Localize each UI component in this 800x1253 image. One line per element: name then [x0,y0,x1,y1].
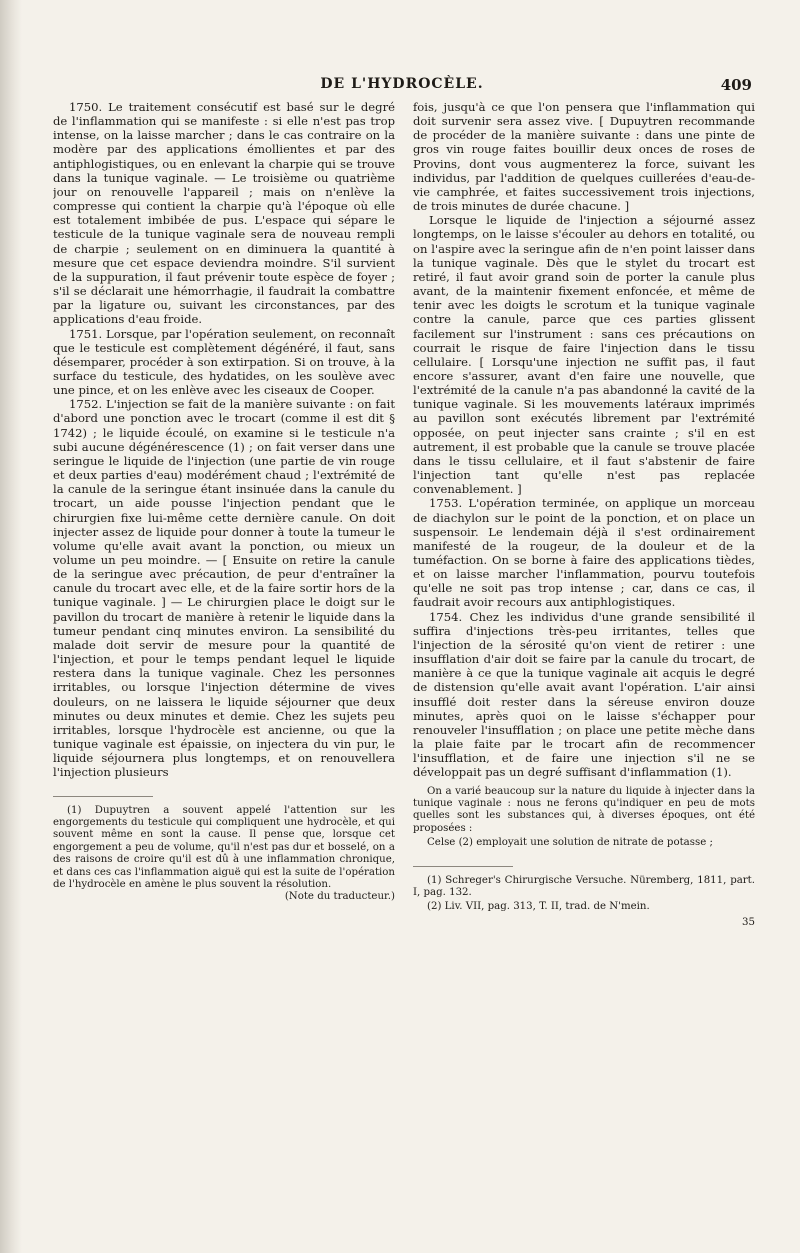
paragraph-1754: 1754. Chez les individus d'une grande sensibilité il suffira d'injections très-peu irritantes, telles que l'injection de la sérosité qu'on vient de retirer : une insufflation d'air doit se faire par la canule du trocart, de manière à ce que la tunique vaginale ait acquis le degré de distension qu'elle avait avant l'opération. L'air ainsi insufflé doit rester dans la séreuse environ douze minutes, après quoi on le laisse s'échapper pour renouveler l'insufflation ; on place une petite mèche dans la plaie faite par le trocart afin de recommencer l'insufflation, et de faire une injection s'il ne se développait pas un degré suffisant d'inflammation (1). [413,609,755,780]
scan-edge-shadow [0,0,22,1253]
note-liquids-intro: On a varié beaucoup sur la nature du liquide à injecter dans la tunique vaginale : nous ne ferons qu'indiquer en peu de mots quelles sont les substances qui, à diverses époques, ont été proposées : [413,785,755,834]
translator-note: (Note du traducteur.) [284,891,395,903]
page-header [52,76,752,98]
footnote-schreger: (1) Schreger's Chirurgische Versuche. Nüremberg, 1811, part. I, pag. 132. [413,874,755,898]
footnote-dupuytren [53,805,395,904]
footnote-text: (1) Dupuytren a souvent appelé l'attention sur les engorgements du testicule qui compliquent une hydrocèle, et qui souvent même en sont la cause. Il pense que, lorsque cet engorgement a peu de volume, qu'il n'est pas dur et bosselé, on a des raisons de croire qu'il est dû à une inflammation chronique, et dans ces cas l'inflammation aiguë qui est la suite de l'opération de l'hydrocèle en amène le plus souvent la résolution. [53,804,395,890]
right-column [413,100,755,1220]
paragraph-injection-drain: Lorsque le liquide de l'injection a séjourné assez longtemps, on le laisse s'écouler au dehors en totalité, ou on l'aspire avec la seringue afin de n'en point laisser dans la tunique vaginale. Dès que le stylet du trocart est retiré, il faut avoir grand soin de porter la canule plus avant, de la maintenir fixement enfoncée, et même de tenir avec les doigts le scrotum et la tunique vaginale contre la canule, parce que ces parties glissent facilement sur l'instrument : sans ces précautions on courrait le risque de faire l'injection dans le tissu cellulaire. [ Lorsqu'une injection ne suffit pas, il faut encore s'assurer, avant d'en faire une nouvelle, que l'extrémité de la canule n'a pas abandonné la cavité de la tunique vaginale. Si les mouvements latéraux imprimés au pavillon sont exécutés librement par l'extrémité opposée, on peut injecter sans crainte ; s'il en est autrement, il est probable que la canule se trouve placée dans le tissu cellulaire, et il faut s'abstenir de faire l'injection tant qu'elle n'est pas replacée convenablement. ] [413,213,755,497]
paragraph-1753: 1753. L'opération terminée, on applique un morceau de diachylon sur le point de la ponction, et on place un suspensoir. Le lendemain déjà il s'est ordinairement manifesté de la rougeur, de la douleur et de la tuméfaction. On se borne à faire des applications tièdes, et on laisse marcher l'inflammation, pourvu toutefois qu'elle ne soit pas trop intense ; car, dans ce cas, il faudrait avoir recours aux antiphlogistiques. [413,496,755,610]
paragraph-1750: 1750. Le traitement consécutif est basé sur le degré de l'inflammation qui se manifeste : si elle n'est pas trop intense, on la laisse marcher ; dans le cas contraire on la modère par des applications émollientes et par des antiphlogistiques, ou en enlevant la charpie qui se trouve dans la tunique vaginale. — Le troisième ou quatrième jour on renouvelle l'appareil ; mais on n'enlève la compresse qui contient la charpie qu'à l'époque où elle est totalement imbibée de pus. L'espace qui sépare le testicule de la tunique vaginale sera de nouveau rempli de charpie ; seulement on en diminuera la quantité à mesure que cet espace deviendra moindre. S'il survient de la suppuration, il faut prévenir toute espèce de foyer ; s'il se déclarait une hémorrhagie, il faudrait la combattre par la ligature ou, suivant les circonstances, par des applications d'eau froide. [53,100,395,327]
left-column [53,100,395,1220]
paragraph-1751: 1751. Lorsque, par l'opération seulement, on reconnaît que le testicule est complètement dégénéré, il faut, sans désemparer, procéder à son extirpation. Si on trouve, à la surface du testicule, des hydatides, on les soulève avec une pince, et on les enlève avec les ciseaux de Cooper. [53,326,395,398]
footnote-celse-ref: (2) Liv. VII, pag. 313, T. II, trad. de N'mein. [427,901,650,913]
footnote-divider-right [413,866,513,867]
note-celse: Celse (2) employait une solution de nitrate de potasse ; [427,837,713,849]
paragraph-continued: fois, jusqu'à ce que l'on pensera que l'inflammation qui doit survenir sera assez vive. [ Dupuytren recommande de procéder de la manière suivante : dans une pinte de gros vin rouge faites bouillir deux onces de roses de Provins, dont vous augmenterez la force, suivant les individus, par l'addition de quelques cuillerées d'eau-de-vie camphrée, et faites successivement trois injections, de trois minutes de durée chacune. ] [413,100,755,214]
signature-mark: 35 [742,916,755,928]
footnote-divider [53,796,153,797]
paragraph-1752: 1752. L'injection se fait de la manière suivante : on fait d'abord une ponction avec le trocart (comme il est dit § 1742) ; le liquide écoulé, on examine si le testicule n'a subi aucune dégénérescence (1) ; on fait verser dans une seringue le liquide de l'injection (une partie de vin rouge et deux parties d'eau) modérément chaud ; l'extrémité de la canule de la seringue étant insinuée dans la canule du trocart, un aide pousse l'injection pendant que le chirurgien fixe lui-même cette dernière canule. On doit injecter assez de liquide pour donner à toute la tumeur le volume qu'elle avait avant la ponction, ou mieux un volume un peu moindre. — [ Ensuite on retire la canule de la seringue avec précaution, de peur d'entraîner la canule du trocart avec elle, et de la faire sortir hors de la tunique vaginale. ] — Le chirurgien place le doigt sur le pavillon du trocart de manière à retenir le liquide dans la tumeur pendant cinq minutes environ. La sensibilité du malade doit servir de mesure pour la quantité de l'injection, et pour le temps pendant lequel le liquide restera dans la tunique vaginale. Chez les personnes irritables, ou lorsque l'injection détermine de vives douleurs, on ne laissera le liquide séjourner que deux minutes ou deux minutes et demie. Chez les sujets peu irritables, lorsque l'hydrocèle est ancienne, ou que la tunique vaginale est épaissie, on injectera du vin pur, le liquide séjournera plus longtemps, et on renouvellera l'injection plusieurs [53,397,395,780]
running-title: DE L'HYDROCÈLE. [320,76,484,92]
page-number: 409 [720,76,752,94]
